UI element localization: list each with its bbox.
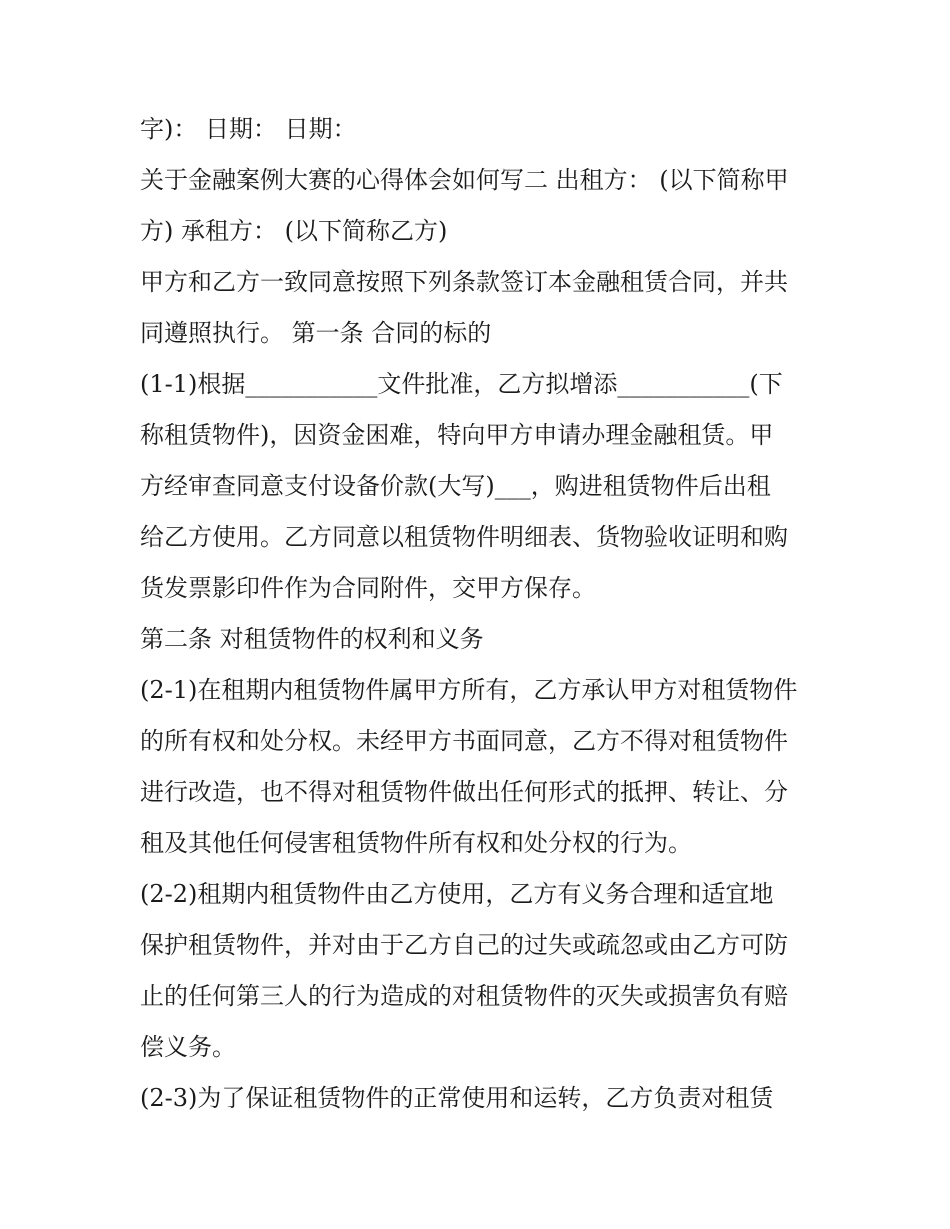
text-line: 偿义务。 [140,1033,236,1061]
text-line: 给乙方使用。乙方同意以租赁物件明细表、货物验收证明和购 [140,523,788,551]
text-line: 关于金融案例大赛的心得体会如何写二 出租方： (以下简称甲 [140,166,789,194]
section-heading: 第二条 对租赁物件的权利和义务 [140,625,484,653]
text-line: 同遵照执行。 第一条 合同的标的 [140,319,492,347]
text-line: 字)： 日期： 日期： [140,115,357,143]
text-line: (1-1)根据___________文件批准，乙方拟增添___________(下 [140,370,783,398]
text-line: 方经审查同意支付设备价款(大写)___，购进租赁物件后出租 [140,472,771,500]
text-line: 止的任何第三人的行为造成的对租赁物件的灭失或损害负有赔 [140,982,788,1010]
text-line: (2-1)在租期内租赁物件属甲方所有，乙方承认甲方对租赁物件 [140,676,798,704]
document-body [140,104,820,1124]
text-line: (2-3)为了保证租赁物件的正常使用和运转，乙方负责对租赁 [140,1084,774,1112]
text-line: 方) 承租方： (以下简称乙方) [140,217,448,245]
text-line: 称租赁物件)，因资金困难，特向甲方申请办理金融租赁。甲 [140,421,774,449]
text-line: 进行改造，也不得对租赁物件做出任何形式的抵押、转让、分 [140,778,788,806]
text-line: 货发票影印件作为合同附件，交甲方保存。 [140,574,596,602]
text-line: 的所有权和处分权。未经甲方书面同意，乙方不得对租赁物件 [140,727,788,755]
text-line: (2-2)租期内租赁物件由乙方使用，乙方有义务合理和适宜地 [140,880,774,908]
text-line: 甲方和乙方一致同意按照下列条款签订本金融租赁合同，并共 [140,268,788,296]
text-line: 租及其他任何侵害租赁物件所有权和处分权的行为。 [140,829,692,857]
text-line: 保护租赁物件，并对由于乙方自己的过失或疏忽或由乙方可防 [140,931,788,959]
